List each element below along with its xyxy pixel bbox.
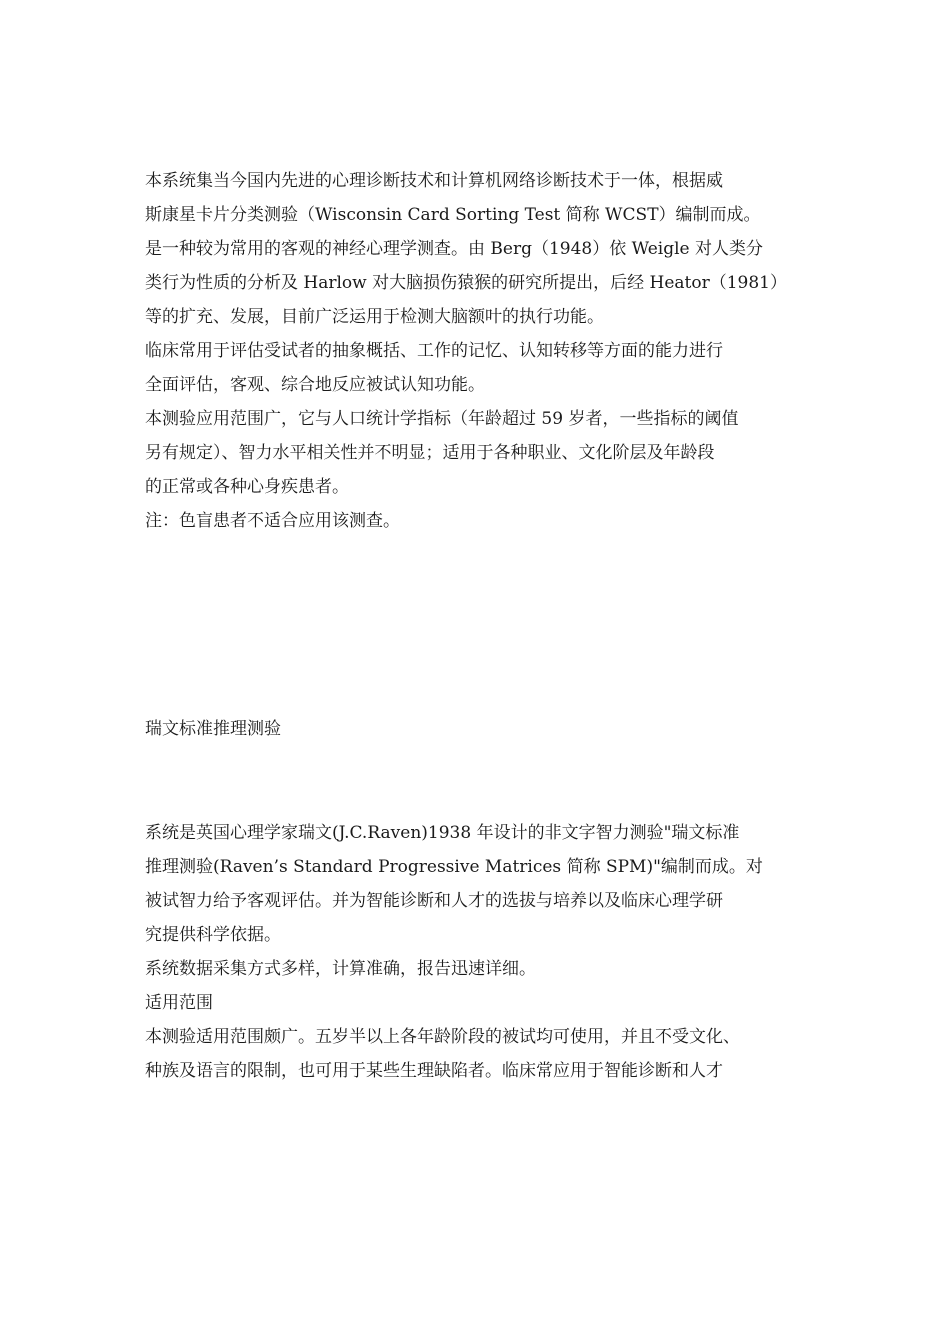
spm-description-block <box>145 816 815 1088</box>
text-line: 种族及语言的限制，也可用于某些生理缺陷者。临床常应用于智能诊断和人才 <box>145 1061 723 1081</box>
text-line: 系统是英国心理学家瑞文(J.C.Raven)1938 年设计的非文字智力测验"瑞文标准 <box>145 823 740 843</box>
text-line: 本测验应用范围广，它与人口统计学指标（年龄超过 59 岁者，一些指标的阈值 <box>145 409 739 429</box>
text-line: 本测验适用范围颇广。五岁半以上各年龄阶段的被试均可使用，并且不受文化、 <box>145 1027 740 1047</box>
text-line: 全面评估，客观、综合地反应被试认知功能。 <box>145 375 485 395</box>
text-line: 适用范围 <box>145 993 213 1013</box>
text-line: 另有规定）、智力水平相关性并不明显；适用于各种职业、文化阶层及年龄段 <box>145 443 715 463</box>
text-line: 是一种较为常用的客观的神经心理学测查。由 Berg（1948）依 Weigle 对人类分 <box>145 239 764 259</box>
section-title-text: 瑞文标准推理测验 <box>145 719 281 739</box>
wcst-description-block <box>145 164 815 538</box>
text-line: 类行为性质的分析及 Harlow 对大脑损伤猿猴的研究所提出，后经 Heator（1981） <box>145 273 787 293</box>
text-line: 推理测验(Raven’s Standard Progressive Matrices 简称 SPM)"编制而成。对 <box>145 857 763 877</box>
text-line: 的正常或各种心身疾患者。 <box>145 477 349 497</box>
text-line: 斯康星卡片分类测验（Wisconsin Card Sorting Test 简称 WCST）编制而成。 <box>145 205 761 225</box>
text-line: 注：色盲患者不适合应用该测查。 <box>145 511 400 531</box>
text-line: 被试智力给予客观评估。并为智能诊断和人才的选拔与培养以及临床心理学研 <box>145 891 723 911</box>
text-line: 究提供科学依据。 <box>145 925 281 945</box>
text-line: 系统数据采集方式多样，计算准确，报告迅速详细。 <box>145 959 536 979</box>
section-title <box>145 712 815 746</box>
text-line: 等的扩充、发展，目前广泛运用于检测大脑额叶的执行功能。 <box>145 307 604 327</box>
text-line: 本系统集当今国内先进的心理诊断技术和计算机网络诊断技术于一体，根据威 <box>145 171 723 191</box>
text-line: 临床常用于评估受试者的抽象概括、工作的记忆、认知转移等方面的能力进行 <box>145 341 723 361</box>
